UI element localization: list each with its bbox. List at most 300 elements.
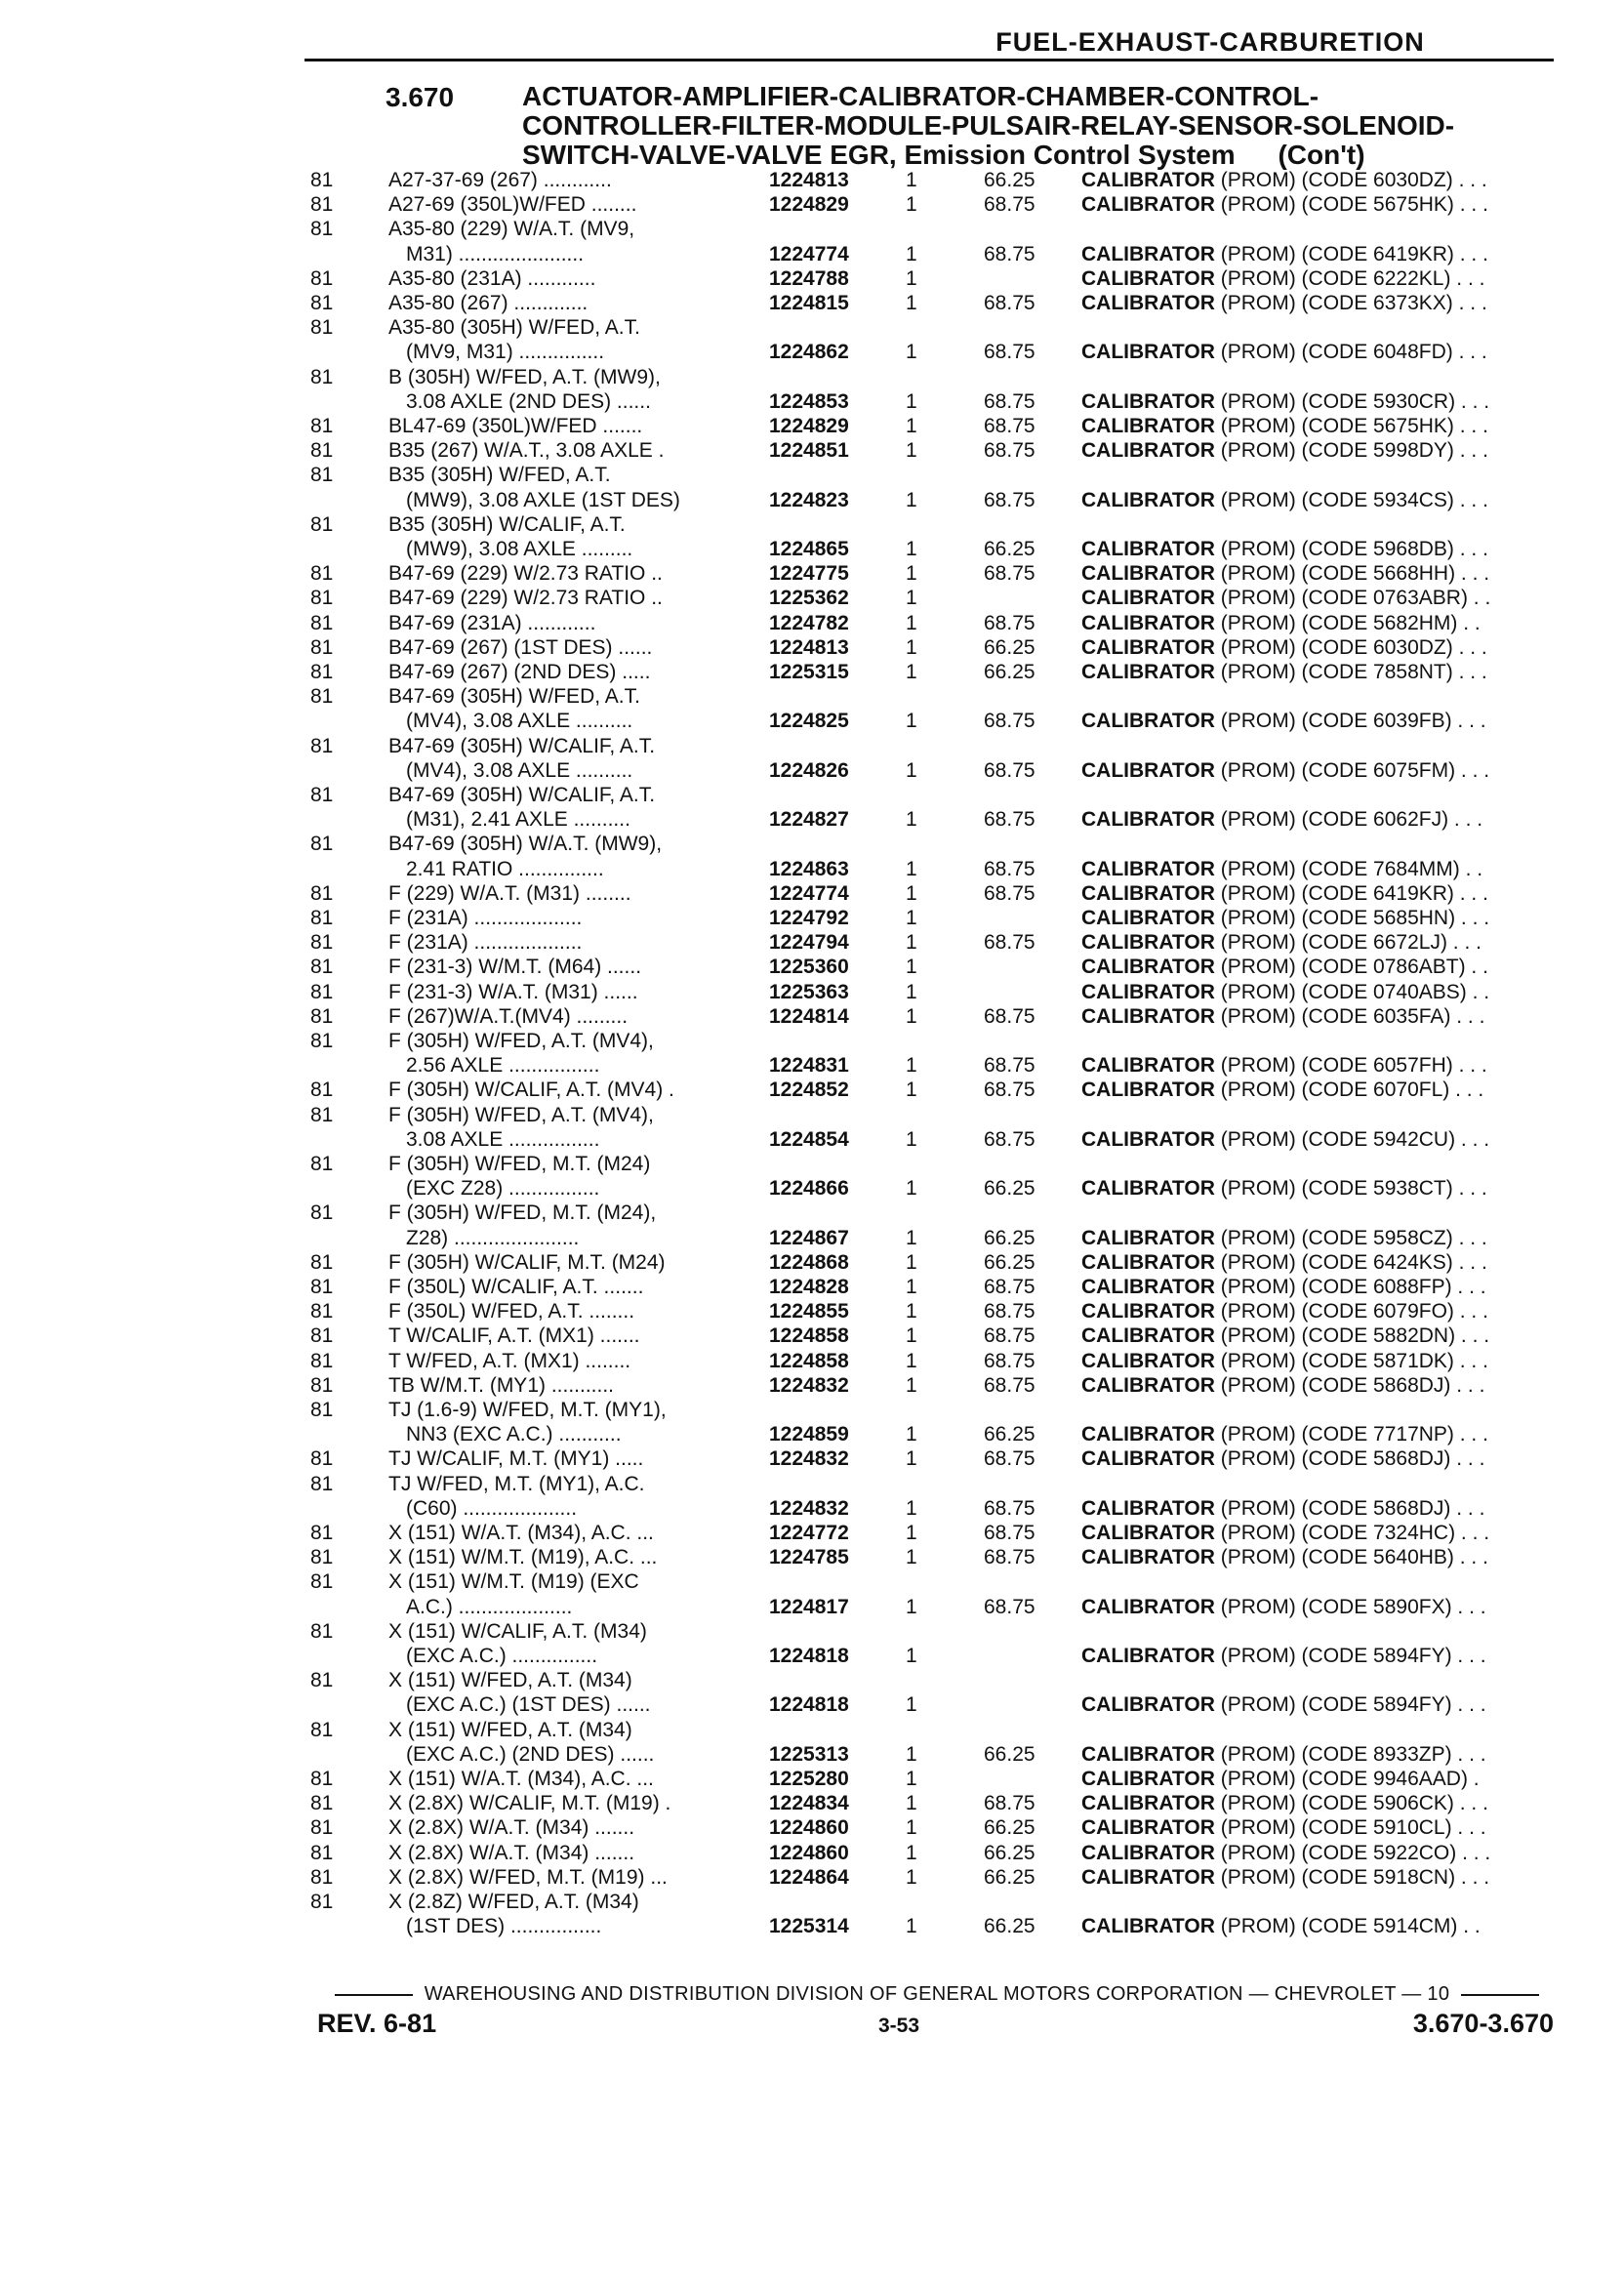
parts-row [310,463,1569,511]
row-year: 81 [310,1522,334,1544]
row-year: 81 [310,266,334,290]
row-code: (PROM) (CODE 6030DZ) . . . [1214,169,1487,191]
row-model-line: (EXC A.C.) (1ST DES) ...... [406,1693,651,1717]
row-model-line: T W/FED, A.T. (MX1) ........ [388,1349,631,1372]
row-description [1081,1078,1569,1102]
row-description [1081,1914,1569,1938]
parts-row [310,906,1569,930]
row-model-line: (MW9), 3.08 AXLE (1ST DES) [406,488,680,511]
row-code: (PROM) (CODE 5894FY) . . . [1214,1693,1486,1717]
row-quantity: 1 [906,1546,917,1569]
parts-row [310,1004,1569,1029]
row-description [1081,660,1569,684]
row-item-name: CALIBRATOR [1081,193,1215,217]
row-quantity: 1 [906,266,917,290]
row-year: 81 [310,415,334,437]
row-part-number: 1224817 [769,1595,849,1618]
row-code: (PROM) (CODE 5871DK) . . . [1214,1349,1488,1372]
row-model-line: 3.08 AXLE ................ [406,1127,600,1151]
row-price: 68.75 [984,1324,1035,1348]
parts-row [310,1029,1569,1078]
row-model-line: TJ W/CALIF, M.T. (MY1) ..... [388,1447,644,1471]
row-code: (PROM) (CODE 6039FB) . . . [1214,710,1486,733]
section-title-line-3-text: SWITCH-VALVE-VALVE EGR, Emission Control System [522,140,1236,170]
row-description [1081,192,1569,217]
row-quantity: 1 [906,1496,917,1520]
row-quantity: 1 [906,562,917,586]
row-item-name: CALIBRATOR [1081,1841,1215,1864]
section-title [522,82,1557,170]
row-part-number: 1225313 [769,1742,849,1766]
row-year: 81 [310,1250,334,1274]
row-quantity: 1 [906,415,917,437]
row-part-number: 1224831 [769,1054,849,1078]
row-part-number: 1224829 [769,415,849,437]
row-year: 81 [310,1447,334,1471]
parts-row [310,561,1569,586]
row-model-line: A35-80 (305H) W/FED, A.T. [388,316,640,340]
row-description [1081,1275,1569,1299]
row-item-name: CALIBRATOR [1081,857,1215,880]
row-description [1081,266,1569,291]
row-quantity: 1 [906,389,917,413]
row-year: 81 [310,1619,334,1643]
row-description [1081,1176,1569,1201]
row-code: (PROM) (CODE 0740ABS) . . [1214,980,1490,1003]
row-description [1081,1644,1569,1668]
row-code: (PROM) (CODE 6030DZ) . . . [1214,635,1487,659]
row-year: 81 [310,1349,334,1372]
row-year: 81 [310,193,334,217]
row-item-name: CALIBRATOR [1081,1324,1215,1348]
row-quantity: 1 [906,1300,917,1323]
row-year: 81 [310,931,334,955]
row-description [1081,1496,1569,1521]
row-code: (PROM) (CODE 5914CM) . . [1214,1915,1481,1938]
row-year: 81 [310,1472,334,1495]
row-model-line: F (350L) W/CALIF, A.T. ....... [388,1276,644,1298]
row-quantity: 1 [906,1693,917,1717]
row-description [1081,1521,1569,1545]
row-description [1081,1692,1569,1717]
row-model-line: X (151) W/A.T. (M34), A.C. ... [388,1768,654,1790]
row-model-line: (EXC A.C.) (2ND DES) ...... [406,1742,655,1766]
row-model-line: F (305H) W/FED, A.T. (MV4), [388,1103,654,1126]
row-quantity: 1 [906,1447,917,1471]
row-part-number: 1224832 [769,1447,849,1471]
row-item-name: CALIBRATOR [1081,341,1215,364]
parts-row [310,217,1569,265]
row-model-line: B47-69 (305H) W/CALIF, A.T. [388,734,656,757]
row-code: (PROM) (CODE 5934CS) . . . [1214,488,1488,511]
row-model-line: (MV4), 3.08 AXLE .......... [406,758,633,782]
parts-row [310,168,1569,192]
row-description [1081,1250,1569,1275]
row-description [1081,1595,1569,1619]
row-model-line: F (305H) W/CALIF, A.T. (MV4) . [388,1079,674,1102]
section-title-continued: (Con't) [1278,140,1365,170]
row-code: (PROM) (CODE 6070FL) . . . [1214,1079,1484,1102]
row-year: 81 [310,1079,334,1102]
row-model-line: A35-80 (231A) ............ [388,266,596,290]
page-header-title [0,27,1483,58]
row-model-line: A27-37-69 (267) ............ [388,169,612,191]
row-model-line: 3.08 AXLE (2ND DES) ...... [406,389,651,413]
row-price: 66.25 [984,1250,1035,1274]
row-item-name: CALIBRATOR [1081,980,1215,1003]
row-item-name: CALIBRATOR [1081,1276,1215,1298]
row-part-number: 1224860 [769,1841,849,1864]
row-part-number: 1224814 [769,1004,849,1028]
row-item-name: CALIBRATOR [1081,661,1215,683]
row-part-number: 1224832 [769,1373,849,1397]
row-quantity: 1 [906,341,917,364]
row-price: 68.75 [984,1522,1035,1544]
row-model-line: A.C.) .................... [406,1595,573,1618]
row-description [1081,1446,1569,1471]
row-model-line: B47-69 (305H) W/FED, A.T. [388,685,640,709]
row-quantity: 1 [906,537,917,560]
row-item-name: CALIBRATOR [1081,1423,1215,1446]
parts-row [310,1668,1569,1717]
row-part-number: 1224858 [769,1349,849,1372]
row-model-line: X (151) W/FED, A.T. (M34) [388,1669,632,1692]
row-year: 81 [310,1816,334,1840]
row-price: 68.75 [984,415,1035,437]
row-price: 68.75 [984,292,1035,314]
row-model-line: F (231A) ................... [388,931,583,955]
row-quantity: 1 [906,758,917,782]
row-price: 68.75 [984,611,1035,634]
row-year: 81 [310,316,334,340]
row-part-number: 1224862 [769,341,849,364]
row-model-line: B47-69 (229) W/2.73 RATIO .. [388,587,663,610]
row-price: 66.25 [984,1816,1035,1840]
row-price: 68.75 [984,1792,1035,1815]
row-code: (PROM) (CODE 6079FO) . . . [1214,1300,1488,1323]
row-code: (PROM) (CODE 5685HN) . . . [1214,907,1490,929]
section-title-line-3 [522,141,1557,170]
row-item-name: CALIBRATOR [1081,1496,1215,1520]
section-title-line-2: CONTROLLER-FILTER-MODULE-PULSAIR-RELAY-SENSOR-SOLENOID- [522,110,1455,141]
row-code: (PROM) (CODE 5894FY) . . . [1214,1644,1486,1667]
row-item-name: CALIBRATOR [1081,537,1215,560]
row-price: 68.75 [984,881,1035,905]
row-part-number: 1224818 [769,1644,849,1667]
row-quantity: 1 [906,1768,917,1790]
row-code: (PROM) (CODE 5998DY) . . . [1214,439,1488,463]
row-quantity: 1 [906,193,917,217]
row-description [1081,586,1569,610]
row-year: 81 [310,734,334,757]
parts-row [310,1569,1569,1618]
row-price: 66.25 [984,1742,1035,1766]
row-year: 81 [310,1201,334,1225]
row-code: (PROM) (CODE 5868DJ) . . . [1214,1447,1485,1471]
row-year: 81 [310,292,334,314]
row-item-name: CALIBRATOR [1081,1915,1215,1938]
row-part-number: 1225363 [769,980,849,1003]
row-code: (PROM) (CODE 7684MM) . . [1214,857,1483,880]
row-part-number: 1224866 [769,1177,849,1201]
section-title-line-1: ACTUATOR-AMPLIFIER-CALIBRATOR-CHAMBER-CONTROL- [522,81,1320,111]
row-model-line: TJ (1.6-9) W/FED, M.T. (MY1), [388,1399,667,1421]
row-item-name: CALIBRATOR [1081,1004,1215,1028]
parts-row [310,586,1569,610]
row-quantity: 1 [906,439,917,463]
row-quantity: 1 [906,1595,917,1618]
row-model-line: (1ST DES) ................ [406,1915,602,1938]
row-year: 81 [310,1546,334,1569]
row-price: 66.25 [984,1841,1035,1864]
row-quantity: 1 [906,1349,917,1372]
row-part-number: 1224865 [769,537,849,560]
parts-row [310,1446,1569,1471]
row-code: (PROM) (CODE 5668HH) . . . [1214,562,1490,586]
row-item-name: CALIBRATOR [1081,1300,1215,1323]
row-model-line: A35-80 (229) W/A.T. (MV9, [388,218,635,241]
row-description [1081,537,1569,561]
parts-row [310,1718,1569,1767]
row-code: (PROM) (CODE 6419KR) . . . [1214,881,1488,905]
row-part-number: 1224815 [769,292,849,314]
parts-row [310,980,1569,1004]
row-model-line: (MW9), 3.08 AXLE ......... [406,537,633,560]
row-code: (PROM) (CODE 5930CR) . . . [1214,389,1490,413]
row-model-line: X (151) W/FED, A.T. (M34) [388,1718,632,1741]
row-part-number: 1224785 [769,1546,849,1569]
row-item-name: CALIBRATOR [1081,1373,1215,1397]
row-item-name: CALIBRATOR [1081,488,1215,511]
row-description [1081,955,1569,979]
page-number: 3-53 [878,2015,920,2037]
row-model-line: B47-69 (267) (1ST DES) ...... [388,635,653,659]
row-year: 81 [310,661,334,683]
row-part-number: 1224854 [769,1127,849,1151]
row-description [1081,1767,1569,1791]
row-model-line: (MV4), 3.08 AXLE .......... [406,710,633,733]
row-part-number: 1224792 [769,907,849,929]
row-model-line: X (151) W/M.T. (M19), A.C. ... [388,1546,658,1569]
row-item-name: CALIBRATOR [1081,1079,1215,1102]
row-model-line: B47-69 (267) (2ND DES) ..... [388,661,651,683]
parts-row [310,1791,1569,1815]
row-price: 68.75 [984,1496,1035,1520]
row-item-name: CALIBRATOR [1081,1177,1215,1201]
row-description [1081,414,1569,438]
row-price: 68.75 [984,1373,1035,1397]
row-description [1081,1299,1569,1323]
row-quantity: 1 [906,1644,917,1667]
row-code: (PROM) (CODE 7858NT) . . . [1214,661,1487,683]
row-code: (PROM) (CODE 6088FP) . . . [1214,1276,1486,1298]
row-description [1081,1323,1569,1348]
row-model-line: F (229) W/A.T. (M31) ........ [388,881,631,905]
row-item-name: CALIBRATOR [1081,1644,1215,1667]
row-description [1081,291,1569,315]
row-description [1081,438,1569,463]
row-description [1081,340,1569,364]
parts-row [310,611,1569,635]
row-price: 68.75 [984,1595,1035,1618]
row-year: 81 [310,1324,334,1348]
row-model-line: (MV9, M31) ............... [406,341,605,364]
row-description [1081,980,1569,1004]
row-quantity: 1 [906,1915,917,1938]
row-price: 68.75 [984,1127,1035,1151]
row-part-number: 1225315 [769,661,849,683]
row-item-name: CALIBRATOR [1081,169,1215,191]
footer-rule-left [335,1994,413,1996]
row-code: (PROM) (CODE 6672LJ) . . . [1214,931,1482,955]
row-part-number: 1224864 [769,1865,849,1889]
row-code: (PROM) (CODE 6057FH) . . . [1214,1054,1487,1078]
row-quantity: 1 [906,980,917,1003]
row-code: (PROM) (CODE 0763ABR) . . [1214,587,1491,610]
row-year: 81 [310,587,334,610]
row-quantity: 1 [906,611,917,634]
row-year: 81 [310,1865,334,1889]
row-model-line: T W/CALIF, A.T. (MX1) ....... [388,1324,640,1348]
row-part-number: 1224855 [769,1300,849,1323]
parts-row [310,955,1569,979]
row-part-number: 1224832 [769,1496,849,1520]
row-item-name: CALIBRATOR [1081,587,1215,610]
parts-row [310,1103,1569,1152]
row-model-line: TJ W/FED, M.T. (MY1), A.C. [388,1472,645,1495]
row-description [1081,1349,1569,1373]
row-price: 66.25 [984,1915,1035,1938]
row-year: 81 [310,881,334,905]
row-description [1081,561,1569,586]
row-description [1081,611,1569,635]
row-model-line: X (151) W/M.T. (M19) (EXC [388,1570,639,1594]
row-quantity: 1 [906,710,917,733]
row-description [1081,389,1569,414]
row-item-name: CALIBRATOR [1081,1595,1215,1618]
row-part-number: 1224828 [769,1276,849,1298]
parts-row [310,1373,1569,1398]
row-price: 66.25 [984,1865,1035,1889]
row-year: 81 [310,1004,334,1028]
row-item-name: CALIBRATOR [1081,562,1215,586]
row-description [1081,906,1569,930]
row-part-number: 1225362 [769,587,849,610]
parts-row [310,1323,1569,1348]
parts-row [310,635,1569,660]
row-year: 81 [310,907,334,929]
row-description [1081,758,1569,783]
parts-row [310,930,1569,955]
parts-row [310,1275,1569,1299]
row-item-name: CALIBRATOR [1081,389,1215,413]
row-part-number: 1224772 [769,1522,849,1544]
row-item-name: CALIBRATOR [1081,415,1215,437]
row-description [1081,881,1569,906]
row-part-number: 1224860 [769,1816,849,1840]
row-quantity: 1 [906,1004,917,1028]
parts-row [310,660,1569,684]
row-year: 81 [310,980,334,1003]
row-model-line: F (231-3) W/M.T. (M64) ...... [388,956,642,979]
parts-row [310,734,1569,783]
row-model-line: X (151) W/CALIF, A.T. (M34) [388,1619,647,1643]
row-item-name: CALIBRATOR [1081,956,1215,979]
row-code: (PROM) (CODE 5958CZ) . . . [1214,1226,1487,1249]
row-year: 81 [310,562,334,586]
row-price: 68.75 [984,1447,1035,1471]
row-price: 66.25 [984,661,1035,683]
row-quantity: 1 [906,169,917,191]
row-quantity: 1 [906,292,917,314]
row-quantity: 1 [906,1841,917,1864]
parts-row [310,1767,1569,1791]
parts-row [310,266,1569,291]
row-item-name: CALIBRATOR [1081,808,1215,832]
row-price: 68.75 [984,1079,1035,1102]
row-year: 81 [310,1768,334,1790]
row-quantity: 1 [906,1522,917,1544]
row-price: 68.75 [984,1054,1035,1078]
row-part-number: 1224813 [769,635,849,659]
row-quantity: 1 [906,1816,917,1840]
row-quantity: 1 [906,1373,917,1397]
row-code: (PROM) (CODE 5922CO) . . . [1214,1841,1491,1864]
row-year: 81 [310,1030,334,1052]
row-part-number: 1224829 [769,193,849,217]
parts-row [310,1619,1569,1668]
row-model-line: F (305H) W/FED, M.T. (M24) [388,1153,651,1175]
row-description [1081,1004,1569,1029]
row-part-number: 1224794 [769,931,849,955]
row-model-line: F (305H) W/FED, M.T. (M24), [388,1201,657,1225]
row-code: (PROM) (CODE 9946AAD) . [1214,1768,1480,1790]
row-model-line: (M31), 2.41 AXLE .......... [406,808,630,832]
row-code: (PROM) (CODE 6419KR) . . . [1214,242,1488,265]
row-quantity: 1 [906,1226,917,1249]
row-price: 68.75 [984,808,1035,832]
row-price: 68.75 [984,710,1035,733]
row-part-number: 1225280 [769,1768,849,1790]
row-code: (PROM) (CODE 8933ZP) . . . [1214,1742,1486,1766]
row-code: (PROM) (CODE 5682HM) . . [1214,611,1481,634]
row-year: 81 [310,611,334,634]
row-item-name: CALIBRATOR [1081,1693,1215,1717]
parts-row [310,438,1569,463]
row-item-name: CALIBRATOR [1081,1865,1215,1889]
row-description [1081,168,1569,192]
row-year: 81 [310,1103,334,1126]
row-model-line: B47-69 (305H) W/A.T. (MW9), [388,833,663,856]
row-item-name: CALIBRATOR [1081,1742,1215,1766]
row-part-number: 1224834 [769,1792,849,1815]
row-year: 81 [310,1669,334,1692]
footer-rule-right [1461,1994,1539,1996]
row-part-number: 1224853 [769,389,849,413]
row-model-line: (EXC Z28) ................ [406,1177,600,1201]
row-model-line: B47-69 (305H) W/CALIF, A.T. [388,784,656,806]
row-year: 81 [310,635,334,659]
row-code: (PROM) (CODE 5910CL) . . . [1214,1816,1486,1840]
row-part-number: 1224813 [769,169,849,191]
row-part-number: 1224818 [769,1693,849,1717]
parts-row [310,1152,1569,1201]
row-code: (PROM) (CODE 6062FJ) . . . [1214,808,1483,832]
row-year: 81 [310,784,334,806]
row-part-number: 1224867 [769,1226,849,1249]
row-quantity: 1 [906,808,917,832]
parts-row [310,365,1569,414]
